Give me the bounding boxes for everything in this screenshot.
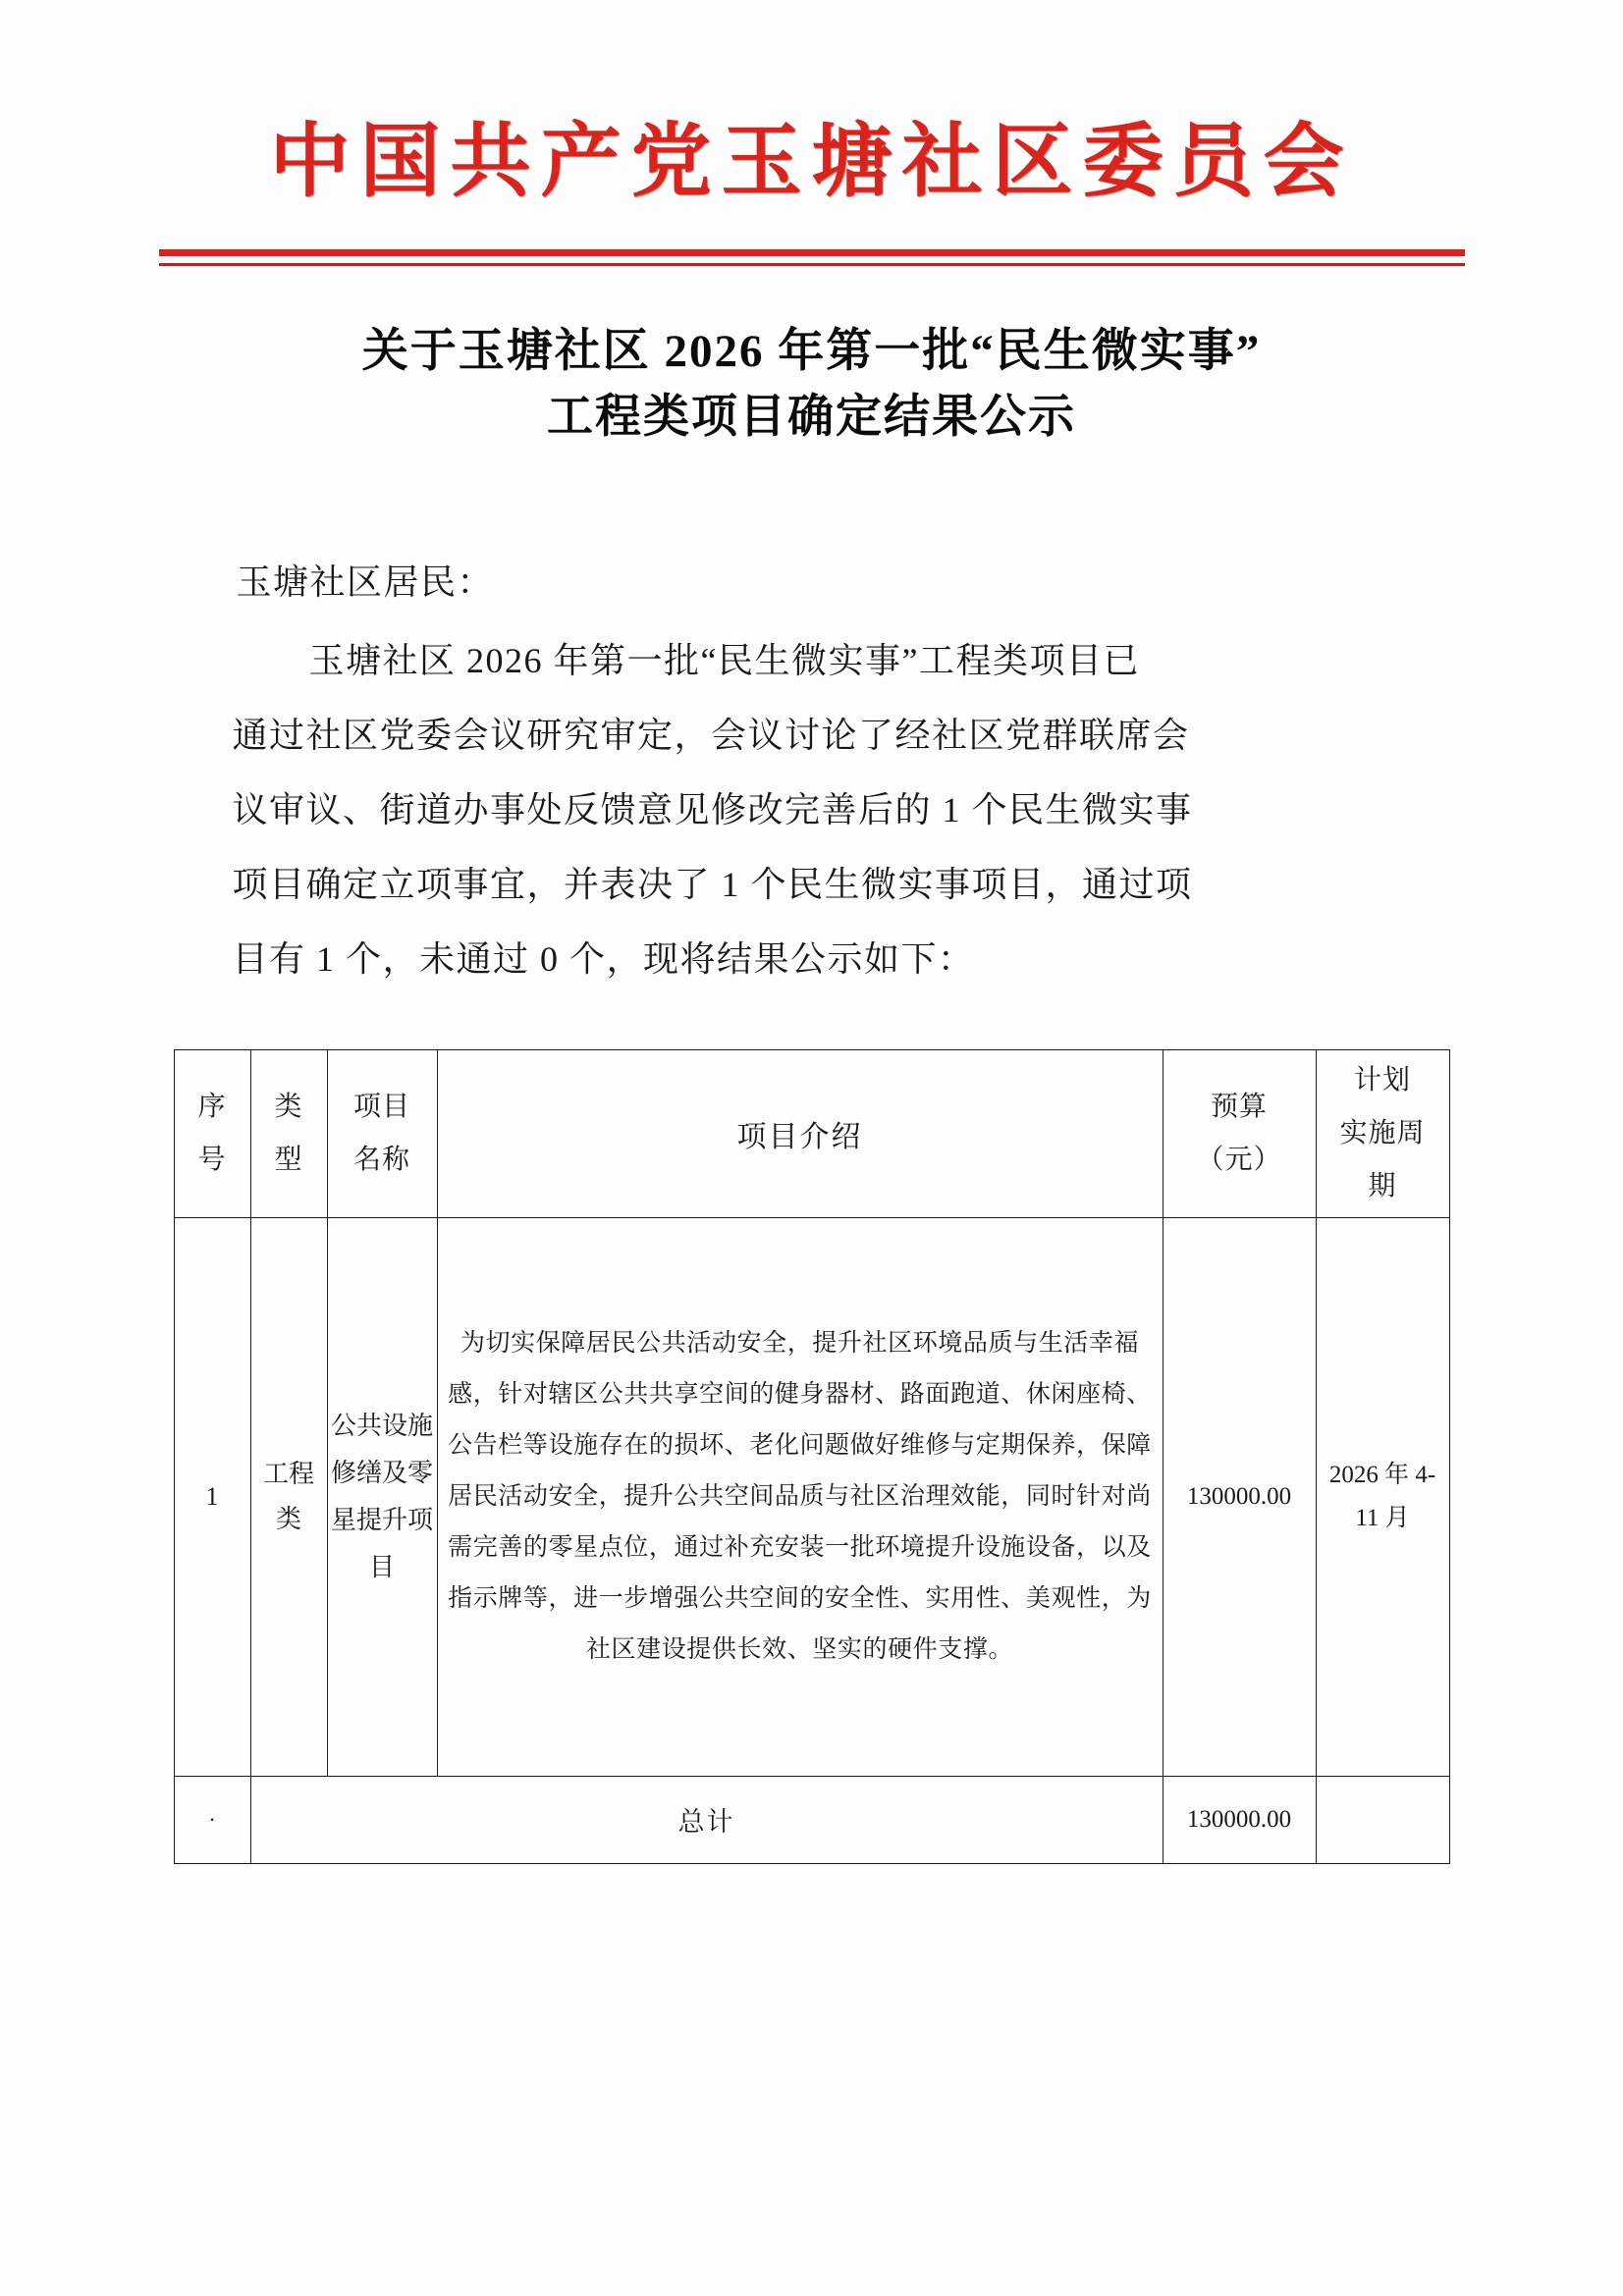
results-table <box>174 1049 1450 1864</box>
cell-project-name: 公共设施修缮及零星提升项目 <box>327 1217 437 1776</box>
letterhead <box>159 0 1465 208</box>
letterhead-organization: 中国共产党玉塘社区委员会 <box>269 117 1354 206</box>
body-paragraph <box>233 623 1391 996</box>
column-header-type <box>250 1049 327 1217</box>
column-header-type-char-2: 型 <box>274 1144 303 1175</box>
column-header-type-char-1: 类 <box>274 1091 303 1122</box>
total-marker: · <box>174 1776 250 1863</box>
column-header-budget <box>1163 1049 1316 1217</box>
cell-type: 工程类 <box>250 1217 327 1776</box>
rule-thick <box>159 249 1465 256</box>
column-header-cycle-line-2: 实施周 <box>1339 1117 1426 1148</box>
cell-project-desc <box>437 1217 1163 1776</box>
column-header-seq-char-2: 号 <box>197 1144 227 1175</box>
cell-seq: 1 <box>174 1217 250 1776</box>
column-header-seq-char-1: 序 <box>197 1091 227 1122</box>
column-header-name <box>327 1049 437 1217</box>
cell-budget: 130000.00 <box>1163 1217 1316 1776</box>
results-table-wrapper <box>174 1049 1450 1864</box>
table-header-row <box>174 1049 1449 1217</box>
salutation: 玉塘社区居民： <box>236 561 495 602</box>
body-line: 目有 1 个，未通过 0 个，现将结果公示如下： <box>232 938 975 979</box>
column-header-cycle-line-1: 计划 <box>1353 1064 1411 1095</box>
column-header-budget-line-2: （元） <box>1196 1144 1282 1175</box>
column-header-cycle <box>1316 1049 1449 1217</box>
column-header-name-line-2: 名称 <box>352 1144 410 1175</box>
page-title-line-1: 关于玉塘社区 2026 年第一批“民生微实事” <box>361 326 1262 378</box>
column-header-seq <box>174 1049 250 1217</box>
page-title-line-2: 工程类项目确定结果公示 <box>547 392 1076 444</box>
column-header-name-line-1: 项目 <box>352 1091 410 1122</box>
total-cycle <box>1316 1776 1449 1863</box>
page-title <box>208 319 1416 450</box>
rule-gap <box>159 256 1465 263</box>
column-header-cycle-line-3: 期 <box>1368 1170 1397 1201</box>
table-row <box>174 1217 1449 1776</box>
total-budget: 130000.00 <box>1163 1776 1316 1863</box>
body-text <box>233 545 1391 996</box>
table-total-row <box>174 1776 1449 1863</box>
body-line: 玉塘社区 2026 年第一批“民生微实事”工程类项目已 <box>308 640 1140 680</box>
column-header-budget-line-1: 预算 <box>1210 1091 1268 1122</box>
column-header-desc: 项目介绍 <box>437 1049 1163 1217</box>
body-line: 议审议、街道办事处反馈意见修改完善后的 1 个民生微实事 <box>232 789 1193 829</box>
cell-cycle: 2026 年 4-11 月 <box>1316 1217 1449 1776</box>
body-line: 通过社区党委会议研究审定，会议讨论了经社区党群联席会 <box>232 715 1190 755</box>
letterhead-double-rule <box>159 249 1465 266</box>
rule-thin <box>159 263 1465 266</box>
cell-project-desc-text: 为切实保障居民公共活动安全，提升社区环境品质与生活幸福感，针对辖区公共共享空间的健身器材、路面跑道、休闲座椅、公告栏等设施存在的损坏、老化问题做好维修与定期保养，保障居民活动安全，提升公共空间品质与社区治理效能，同时针对尚需完善的零星点位，通过补充安装一批环境提升设施设备，以及指示牌等，进一步增强公共空间的安全性、实用性、美观性，为社区建设提供长效、坚实的硬件支撑。 <box>448 1329 1152 1663</box>
total-label: 总计 <box>250 1776 1163 1863</box>
body-line: 项目确定立项事宜，并表决了 1 个民生微实事项目，通过项 <box>232 864 1193 904</box>
